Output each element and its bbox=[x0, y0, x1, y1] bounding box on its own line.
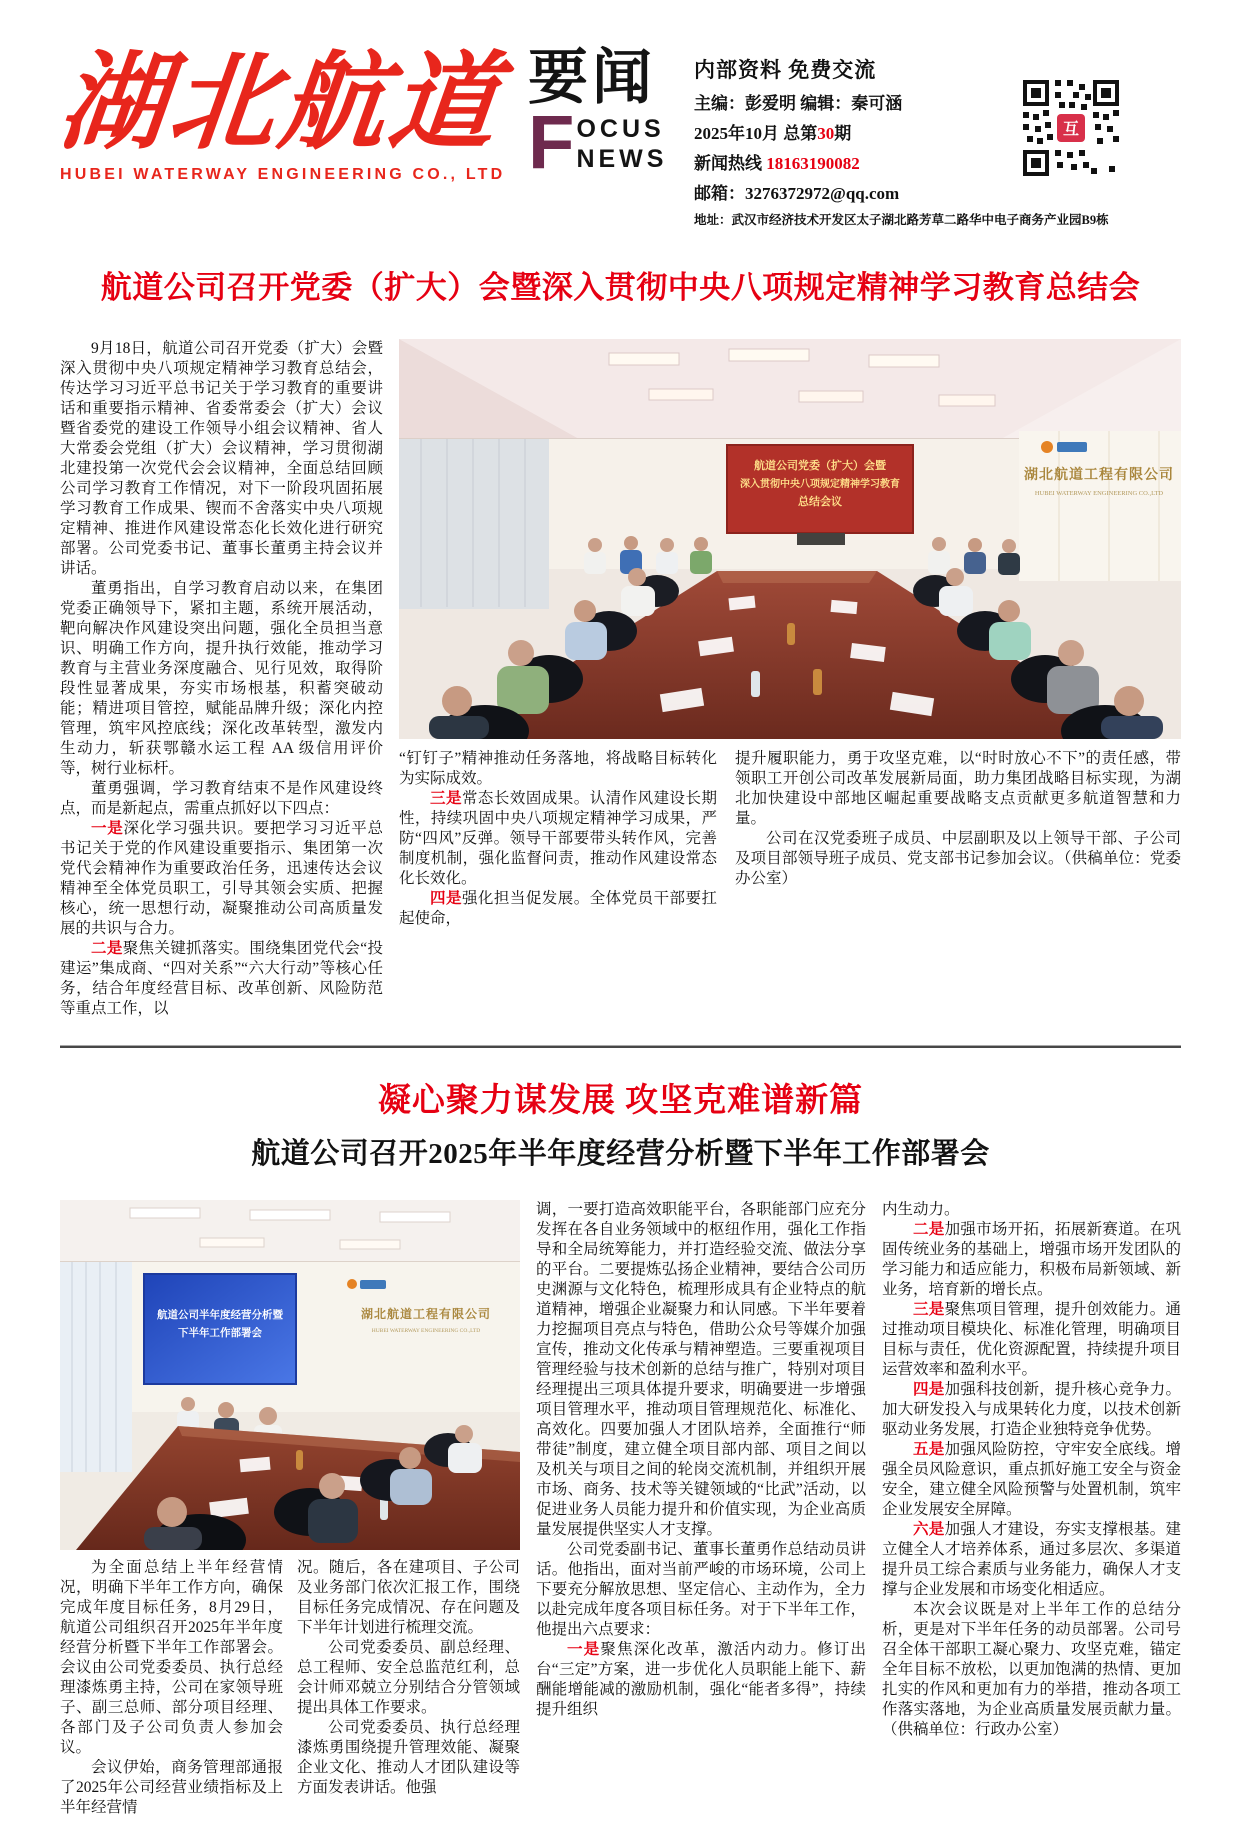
lead: 一是 bbox=[567, 1641, 601, 1658]
paragraph bbox=[882, 1200, 1181, 1220]
paragraph bbox=[735, 749, 1181, 829]
paragraph-text: 提升履职能力，勇于攻坚克难，以“时时放心不下”的责任感，带领职工开创公司改革发展新局面，助力集团战略目标实现，为湖北加快建设中部地区崛起重要战略支点贡献更多航道智慧和力量。 bbox=[735, 750, 1181, 827]
paragraph-text: 加强风险防控，守牢安全底线。增强全员风险意识，重点抓好施工安全与资金安全，建立健全风险预警与处置机制，筑牢企业发展安全屏障。 bbox=[882, 1441, 1181, 1518]
issue-number: 30 bbox=[817, 124, 835, 143]
paragraph-text: 调，一要打造高效职能平台，各职能部门应充分发挥在各自业务领域中的枢纽作用，强化工作指导和全局统筹能力，并打造经验交流、做法分享的平台。二要提炼弘扬企业精神，要结合公司历史渊源与文化特色，梳理形成具有企业特点的航道精神，增强企业凝聚力和认同感。下半年要着力挖掘项目亮点与特色，借助公众号等媒介加强宣传，推动文化传承与精神塑造。三要重视项目管理经验与技术创新的总结与推广，特别对项目经理提出三项具体提升要求，明确要进一步增强项目管理水平，推动项目管理规范化、标准化、高效化。四要加强人才团队培养，全面推行“师带徒”制度，建立健全项目部内部、项目之间以及机关与项目之间的轮岗交流机制，并组织开展市场、商务、技术等关键领域的“比武”活动，以促进业务人员能力提升和价值实现，为企业高质量发展提供坚实人才支撑。 bbox=[536, 1201, 866, 1538]
article2-column-d bbox=[882, 1200, 1181, 1818]
paragraph-text: 加强市场开拓，拓展新赛道。在巩固传统业务的基础上，增强市场开发团队的学习能力和适应能力，积极布局新领域、新业务，培育新的增长点。 bbox=[882, 1221, 1181, 1298]
paragraph-text: 公司党委副书记、董事长董勇作总结动员讲话。他指出，面对当前严峻的市场环境，公司上下要充分解放思想、坚定信心、主动作为，全力以赴完成年度各项目标任务。对于下半年工作，他提出六点要求： bbox=[536, 1541, 866, 1638]
paragraph-text: 公司在汉党委班子成员、中层副职及以上领导干部、子公司及项目部领导班子成员、党支部书记参加会议。（供稿单位：党委办公室） bbox=[735, 830, 1181, 887]
news-word: NEWS bbox=[576, 145, 668, 173]
paragraph bbox=[399, 749, 717, 789]
wall-logo-icon bbox=[347, 1279, 357, 1289]
article2-left-region bbox=[60, 1200, 520, 1818]
paragraph bbox=[536, 1540, 866, 1640]
paragraph bbox=[399, 889, 717, 929]
lead: 三是 bbox=[913, 1301, 945, 1318]
address-text: 武汉市经济技术开发区太子湖北路芳草二路华中电子商务产业园B9栋 bbox=[731, 213, 1109, 227]
paragraph-text: 常态长效固成果。认清作风建设长期性，持续巩固中央八项规定精神学习成果，严防“四风”反弹。领导干部要带头转作风，完善制度机制，强化监督问责，推动作风建设常态化长效化。 bbox=[399, 790, 717, 887]
article1-sub-columns bbox=[399, 749, 1181, 929]
paragraph-text: 公司党委委员、执行总经理漆炼勇围绕提升管理效能、凝聚企业文化、推动人才团队建设等方面发表讲话。他强 bbox=[297, 1719, 520, 1796]
focus-word: OCUS bbox=[576, 115, 665, 143]
paragraph bbox=[882, 1220, 1181, 1300]
lead: 六是 bbox=[913, 1521, 945, 1538]
editors-line: 主编：彭爱明 编辑：秦可涵 bbox=[694, 94, 903, 113]
paragraph bbox=[882, 1600, 1181, 1740]
lead: 二是 bbox=[913, 1221, 945, 1238]
qr-code bbox=[1023, 80, 1119, 176]
internal-notice: 内部资料 免费交流 bbox=[694, 58, 877, 82]
newspaper-logo-english: HUBEI WATERWAY ENGINEERING CO., LTD bbox=[60, 166, 506, 184]
lead: 一是 bbox=[91, 820, 124, 837]
paragraph bbox=[60, 579, 383, 779]
paragraph bbox=[60, 1558, 283, 1758]
paragraph bbox=[60, 779, 383, 819]
paragraph-text: 公司党委委员、副总经理、总工程师、安全总监范红利，总会计师邓兢立分别结合分管领域提出具体工作要求。 bbox=[297, 1639, 520, 1716]
paragraph bbox=[399, 789, 717, 889]
paragraph bbox=[297, 1558, 520, 1638]
wall-logo-badge bbox=[1057, 442, 1087, 452]
paragraph-text: 聚焦深化改革，激活内动力。修订出台“三定”方案，进一步优化人员职能上能下、薪酬能增能减的激励机制，强化“能者多得”，持续提升组织 bbox=[536, 1641, 866, 1718]
article1-photo bbox=[399, 339, 1181, 739]
screen-line-2: 深入贯彻中央八项规定精神学习教育 bbox=[740, 479, 900, 490]
paragraph-text: 会议伊始，商务管理部通报了2025年公司经营业绩指标及上半年经营情 bbox=[60, 1759, 283, 1816]
paragraph bbox=[882, 1440, 1181, 1520]
article2-headline: 凝心聚力谋发展 攻坚克难谱新篇 bbox=[377, 1083, 864, 1119]
paragraph bbox=[60, 1758, 283, 1818]
hotline-label: 新闻热线 bbox=[694, 154, 767, 173]
article1-right-region bbox=[399, 339, 1181, 1019]
paragraph-text: 董勇强调，学习教育结束不是作风建设终点，而是新起点，需重点抓好以下四点： bbox=[60, 780, 383, 817]
paragraph bbox=[60, 339, 383, 579]
article1-column-3 bbox=[735, 749, 1181, 929]
section-divider bbox=[60, 1045, 1181, 1048]
hotline-number: 18163190082 bbox=[766, 154, 860, 173]
paragraph bbox=[882, 1520, 1181, 1600]
wall-company-name-en: HUBEI WATERWAY ENGINEERING CO.,LTD bbox=[371, 1328, 481, 1334]
paragraph bbox=[297, 1638, 520, 1718]
paragraph-text: 况。随后，各在建项目、子公司及业务部门依次汇报工作，围绕目标任务完成情况、存在问题及下半年计划进行梳理交流。 bbox=[297, 1559, 520, 1636]
article1-column-1 bbox=[60, 339, 383, 1019]
paragraph-text: 加强人才建设，夯实支撑根基。建立健全人才培养体系，通过多层次、多渠道提升员工综合素质与业务能力，确保人才支撑与企业发展和市场变化相适应。 bbox=[882, 1521, 1181, 1598]
paragraph bbox=[60, 939, 383, 1019]
lead: 五是 bbox=[913, 1441, 945, 1458]
paragraph bbox=[882, 1380, 1181, 1440]
address-label: 地址： bbox=[694, 213, 732, 227]
article1-body bbox=[60, 339, 1181, 1019]
paragraph-text: 董勇指出，自学习教育启动以来，在集团党委正确领导下，紧扣主题，系统开展活动，靶向解决作风建设突出问题，强化全员担当意识、明确工作方向，提升执行效能，推动学习教育与主营业务深度融合、见行见效，取得阶段性显著成果，夯实市场根基，积蓄突破动能；精进项目管控，赋能品牌升级；深化内控管理，筑牢风控底线；深化改革转型，激发内生动力，斩获鄂赣水运工程 AA 级信用评价等，树行业标杆。 bbox=[60, 580, 383, 777]
screen-line-3: 总结会议 bbox=[798, 496, 842, 508]
address-line bbox=[694, 210, 1164, 228]
issue-prefix: 2025年10月 总第 bbox=[694, 124, 818, 143]
paragraph bbox=[297, 1718, 520, 1798]
wall-logo-badge bbox=[360, 1280, 386, 1289]
paragraph-text: 内生动力。 bbox=[882, 1201, 960, 1218]
paragraph-text: 聚焦项目管理，提升创效能力。通过推动项目模块化、标准化管理，明确项目目标与责任，优化资源配置，持续提升项目运营效率和盈利水平。 bbox=[882, 1301, 1181, 1378]
issue-suffix: 期 bbox=[834, 124, 852, 143]
lead: 四是 bbox=[913, 1381, 945, 1398]
paragraph-text: 深化学习强共识。要把学习习近平总书记关于党的作风建设重要指示、集团第一次党代会精神作为重要政治任务，迅速传达会议精神至全体党员职工，引导其领会实质、把握核心，统一思想行动，凝聚推动公司高质量发展的共识与合力。 bbox=[60, 820, 383, 937]
screen2-line-2: 下半年工作部署会 bbox=[178, 1328, 262, 1339]
wall-logo-icon bbox=[1041, 441, 1053, 453]
section-banner bbox=[528, 44, 678, 185]
article1-headline: 航道公司召开党委（扩大）会暨深入贯彻中央八项规定精神学习教育总结会 bbox=[100, 270, 1141, 305]
article2-sub-columns bbox=[60, 1558, 520, 1818]
paragraph bbox=[536, 1200, 866, 1540]
wall-company-name: 湖北航道工程有限公司 bbox=[360, 1307, 492, 1321]
article2-column-c bbox=[536, 1200, 866, 1818]
paragraph bbox=[536, 1640, 866, 1720]
wall-company-name-en: HUBEI WATERWAY ENGINEERING CO.,LTD bbox=[1034, 490, 1164, 497]
paragraph bbox=[882, 1300, 1181, 1380]
article2-subheadline: 航道公司召开2025年半年度经营分析暨下半年工作部署会 bbox=[251, 1138, 990, 1170]
email-address: 3276372972@qq.com bbox=[745, 184, 900, 203]
paragraph-text: 9月18日，航道公司召开党委（扩大）会暨深入贯彻中央八项规定精神学习教育总结会，传达学习习近平总书记关于学习教育的重要讲话和重要指示精神、省委常委会（扩大）会议暨省委党的建设工作领导小组会议精神、省人大常委会党组（扩大）会议精神，学习贯彻湖北建投第一次党代会会议精神，全面总结回顾公司学习教育工作情况，对下一阶段巩固拓展学习教育工作成果、锲而不舍落实中央八项规定精神、推进作风建设常态化长效化进行研究部署。公司党委书记、董事长董勇主持会议并讲话。 bbox=[60, 340, 383, 577]
paragraph bbox=[735, 829, 1181, 889]
article2-body bbox=[60, 1200, 1181, 1818]
email-line bbox=[694, 179, 1164, 204]
lead: 三是 bbox=[430, 790, 462, 807]
paragraph-text: “钉钉子”精神推动任务落地，将战略目标转化为实际成效。 bbox=[399, 750, 717, 787]
lead: 二是 bbox=[91, 940, 123, 957]
logo-block bbox=[53, 39, 522, 184]
email-label: 邮箱： bbox=[694, 184, 745, 203]
screen-line-1: 航道公司党委（扩大）会暨 bbox=[754, 460, 886, 472]
paragraph-text: 聚焦关键抓落实。围绕集团党代会“投建运”集成商、“四对关系”“六大行动”等核心任务，结合年度经营目标、改革创新、风险防范等重点工作，以 bbox=[60, 940, 383, 1017]
focus-rest bbox=[576, 114, 667, 174]
paragraph bbox=[60, 819, 383, 939]
paragraph-text: 强化担当促发展。全体党员干部要扛起使命， bbox=[399, 890, 717, 927]
paragraph-text: 为全面总结上半年经营情况，明确下半年工作方向，确保完成年度目标任务，8月29日，航道公司组织召开2025年半年度经营分析暨下半年工作部署会。会议由公司党委委员、执行总经理漆炼勇主持，公司在家领导班子、副三总师、部分项目经理、各部门及子公司负责人参加会议。 bbox=[60, 1559, 283, 1756]
paragraph-text: 本次会议既是对上半年工作的总结分析，更是对下半年任务的动员部署。公司号召全体干部职工凝心聚力、攻坚克难，锚定全年目标不放松，以更加饱满的热情、更加扎实的作风和更加有力的举措，推动各项工作落实落地，为企业高质量发展贡献力量。（供稿单位：行政办公室） bbox=[882, 1601, 1181, 1738]
wall-company-name: 湖北航道工程有限公司 bbox=[1024, 468, 1174, 483]
article2-photo bbox=[60, 1200, 520, 1550]
newspaper-logo: 湖北航道 bbox=[53, 39, 507, 164]
lead: 四是 bbox=[430, 890, 462, 907]
article1-column-2 bbox=[399, 749, 717, 929]
screen2-line-1: 航道公司半年度经营分析暨 bbox=[157, 1310, 283, 1321]
focus-f-letter: F bbox=[528, 100, 575, 185]
paragraph-text: 加强科技创新，提升核心竞争力。加大研发投入与成果转化力度，以技术创新驱动业务发展，打造企业独特竞争优势。 bbox=[882, 1381, 1181, 1438]
section-title: 要闻 bbox=[528, 44, 656, 111]
qr-center-glyph: 互 bbox=[1062, 121, 1080, 138]
masthead bbox=[53, 39, 1181, 227]
focus-news-wordmark bbox=[528, 100, 678, 185]
article2-column-b bbox=[297, 1558, 520, 1818]
article2-column-a bbox=[60, 1558, 283, 1818]
